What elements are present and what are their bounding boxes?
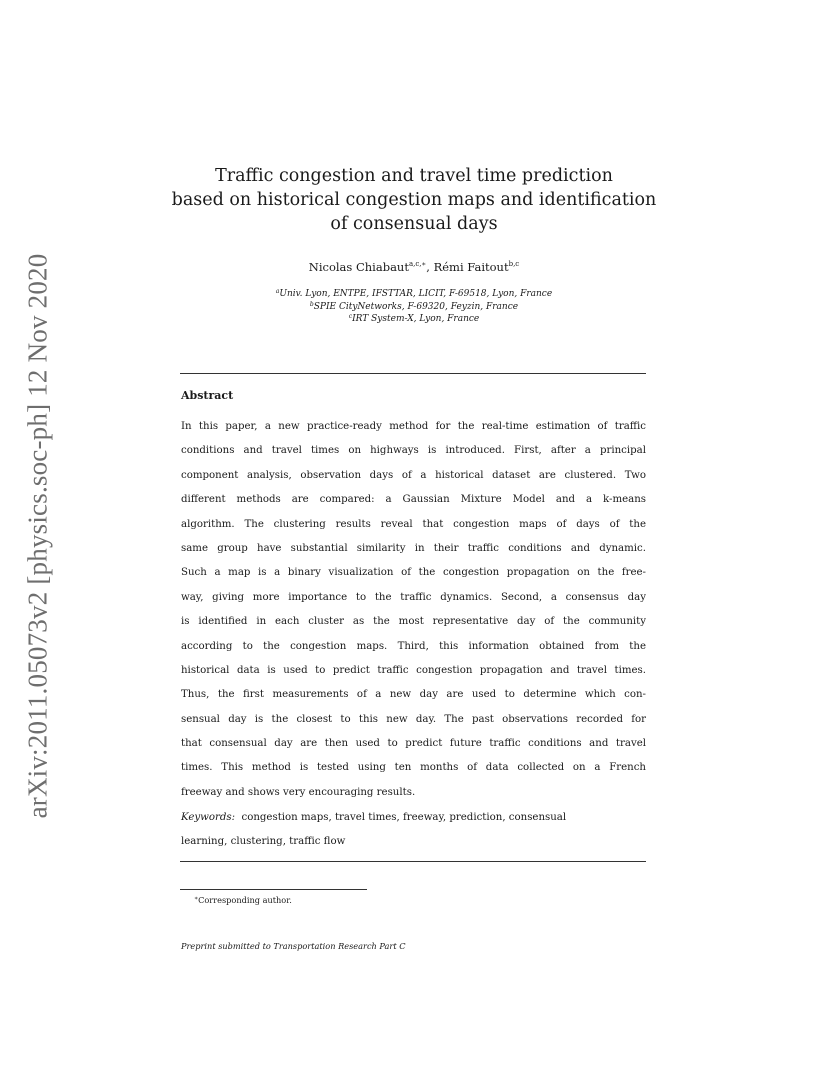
abstract-line: way, giving more importance to the traffic dynamics. Second, a consensus day	[181, 591, 646, 603]
author-affiliation-marks: a,c,∗	[408, 260, 427, 268]
keywords-text: congestion maps, travel times, freeway, prediction, consensual	[241, 812, 567, 823]
abstract-line: In this paper, a new practice-ready method for the real-time estimation of traffic	[181, 421, 646, 432]
footnote-rule	[180, 889, 367, 890]
arxiv-identifier-text: arXiv:2011.05073v2 [physics.soc-ph] 12 Nov 2020	[22, 253, 53, 819]
abstract-line: Such a map is a binary visualization of the congestion propagation on the free-	[181, 567, 646, 579]
author-separator: ,	[426, 260, 434, 274]
author-name: Nicolas Chiabaut	[308, 260, 409, 274]
affiliation-mark: b	[309, 300, 314, 308]
affiliation	[150, 313, 678, 326]
abstract-top-rule	[180, 373, 646, 374]
abstract-line: component analysis, observation days of a historical dataset are clustered. Two	[181, 469, 646, 481]
keywords-line	[181, 808, 646, 832]
abstract-line: Thus, the first measurements of a new day are used to determine which con-	[181, 689, 646, 701]
abstract-line: different methods are compared: a Gaussian Mixture Model and a k-means	[181, 494, 646, 506]
affiliation-list	[150, 288, 678, 326]
abstract-line: sensual day is the closest to this new day. The past observations recorded for	[181, 713, 646, 725]
affiliation-text: SPIE CityNetworks, F-69320, Feyzin, France	[313, 301, 519, 312]
affiliation-mark: c	[348, 313, 353, 320]
title-line: Traffic congestion and travel time prediction	[215, 166, 613, 186]
affiliation-text: Univ. Lyon, ENTPE, IFSTTAR, LICIT, F-69518, Lyon, France	[279, 289, 553, 299]
abstract-line: times. This method is tested using ten months of data collected on a French	[181, 762, 646, 774]
abstract-line: algorithm. The clustering results reveal that congestion maps of days of the	[181, 518, 646, 530]
title-line: based on historical congestion maps and identification	[171, 190, 657, 210]
footnote-mark: ∗	[194, 895, 199, 902]
title-line: of consensual days	[330, 214, 498, 234]
affiliation	[150, 288, 678, 301]
affiliation	[150, 301, 678, 314]
abstract-line: is identified in each cluster as the most representative day of the community	[181, 616, 646, 628]
abstract-body	[181, 417, 646, 807]
abstract-line: that consensual day are then used to predict future traffic conditions and travel	[181, 738, 646, 750]
paper-title	[150, 164, 678, 236]
affiliation-mark: a	[275, 288, 280, 295]
keywords-label: Keywords:	[181, 812, 236, 823]
abstract-line: conditions and travel times on highways is introduced. First, after a principal	[181, 445, 646, 457]
keywords-block	[181, 808, 646, 857]
abstract-line: same group have substantial similarity in their traffic conditions and dynamic.	[181, 542, 646, 554]
footnote-text: Corresponding author.	[198, 895, 292, 905]
abstract-line: historical data is used to predict traffic congestion propagation and travel times.	[181, 664, 646, 676]
abstract-bottom-rule	[180, 861, 646, 862]
preprint-note: Preprint submitted to Transportation Research Part C	[181, 941, 406, 951]
affiliation-text: IRT System-X, Lyon, France	[352, 314, 480, 324]
author-name: Rémi Faitout	[433, 260, 509, 274]
author-list	[150, 258, 678, 276]
author-affiliation-marks: b,c	[508, 260, 520, 268]
abstract-line: freeway and shows very encouraging results.	[181, 786, 416, 798]
abstract-line: according to the congestion maps. Third, this information obtained from the	[181, 640, 646, 652]
abstract-heading: Abstract	[181, 389, 234, 402]
keywords-line: learning, clustering, traffic flow	[181, 836, 346, 848]
footnote	[194, 893, 292, 907]
